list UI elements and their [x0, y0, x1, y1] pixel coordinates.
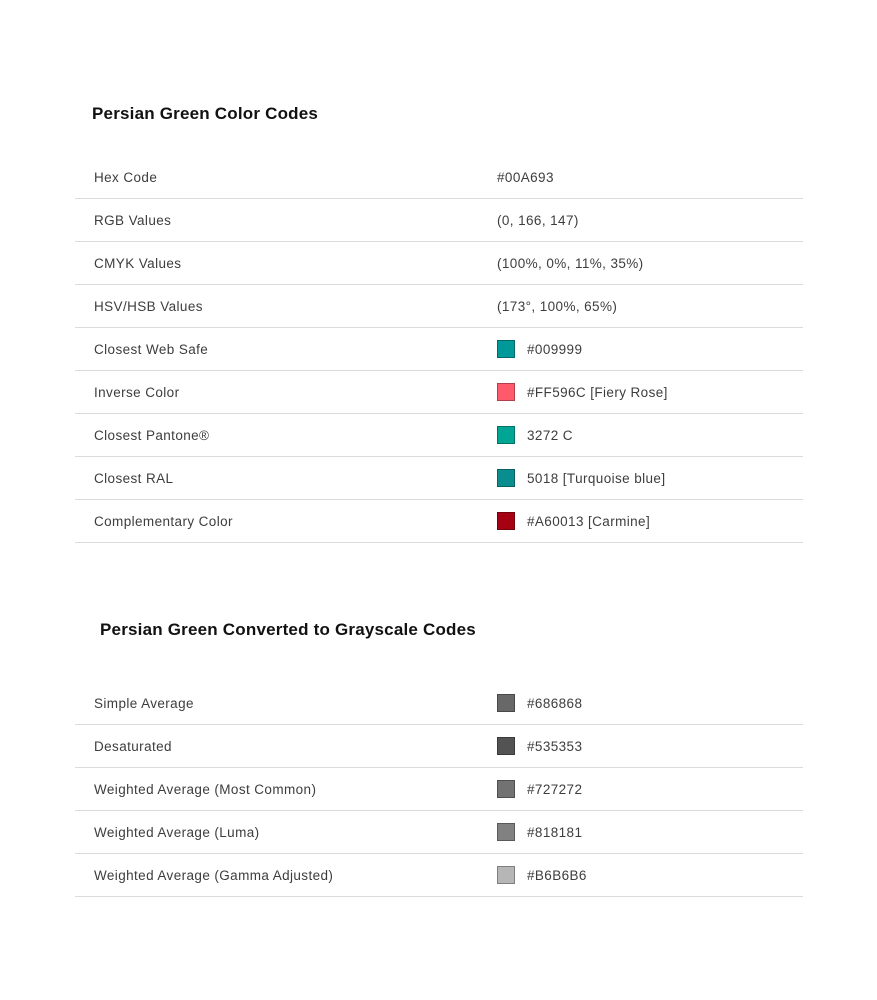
row-label: RGB Values	[94, 212, 172, 228]
color-swatch	[497, 469, 515, 487]
row-value	[497, 213, 579, 228]
color-swatch	[497, 340, 515, 358]
row-value	[497, 340, 582, 358]
row-value-text: #727272	[527, 781, 583, 797]
row-value	[497, 299, 617, 314]
row-label: HSV/HSB Values	[94, 298, 203, 314]
row-value-text: 3272 C	[527, 427, 573, 443]
row-label: Closest Web Safe	[94, 341, 209, 357]
row-value	[497, 256, 644, 271]
grayscale-codes-table	[75, 682, 803, 897]
table-row	[75, 199, 803, 242]
row-label: Closest RAL	[94, 470, 174, 486]
table-row	[75, 156, 803, 199]
color-swatch	[497, 823, 515, 841]
color-swatch	[497, 512, 515, 530]
row-label: Simple Average	[94, 695, 194, 711]
row-value-text: #535353	[527, 738, 583, 754]
content-column	[75, 0, 803, 897]
row-value-text: #B6B6B6	[527, 867, 587, 883]
row-value	[497, 426, 573, 444]
table-row	[75, 854, 803, 897]
grayscale-codes-title: Persian Green Converted to Grayscale Codes	[100, 620, 476, 639]
table-row	[75, 285, 803, 328]
row-value-text: (0, 166, 147)	[497, 212, 579, 228]
table-row	[75, 768, 803, 811]
table-row	[75, 457, 803, 500]
table-row	[75, 414, 803, 457]
row-value	[497, 469, 666, 487]
row-value-text: (100%, 0%, 11%, 35%)	[497, 255, 644, 271]
row-value	[497, 170, 554, 185]
row-value	[497, 512, 650, 530]
row-value-text: #A60013 [Carmine]	[527, 513, 651, 529]
row-value-text: #686868	[527, 695, 583, 711]
row-value	[497, 823, 582, 841]
table-row	[75, 811, 803, 854]
color-swatch	[497, 780, 515, 798]
grayscale-codes-section	[75, 543, 803, 897]
row-value	[497, 780, 582, 798]
table-row	[75, 242, 803, 285]
row-value-text: #009999	[527, 341, 583, 357]
row-label: Desaturated	[94, 738, 172, 754]
row-value-text: 5018 [Turquoise blue]	[527, 470, 666, 486]
table-row	[75, 328, 803, 371]
row-value-text: #818181	[527, 824, 583, 840]
row-value	[497, 866, 587, 884]
color-codes-title: Persian Green Color Codes	[92, 104, 319, 123]
table-row	[75, 682, 803, 725]
row-label: CMYK Values	[94, 255, 182, 271]
row-value	[497, 694, 582, 712]
row-value	[497, 383, 668, 401]
row-label: Weighted Average (Most Common)	[94, 781, 317, 797]
color-swatch	[497, 694, 515, 712]
row-label: Hex Code	[94, 169, 158, 185]
row-label: Weighted Average (Luma)	[94, 824, 260, 840]
row-label: Weighted Average (Gamma Adjusted)	[94, 867, 334, 883]
table-row	[75, 725, 803, 768]
row-value	[497, 737, 582, 755]
row-label: Inverse Color	[94, 384, 180, 400]
table-row	[75, 500, 803, 543]
color-codes-table	[75, 156, 803, 543]
row-value-text: #FF596C [Fiery Rose]	[527, 384, 668, 400]
table-row	[75, 371, 803, 414]
color-swatch	[497, 866, 515, 884]
color-swatch	[497, 426, 515, 444]
color-swatch	[497, 383, 515, 401]
row-label: Complementary Color	[94, 513, 233, 529]
row-label: Closest Pantone®	[94, 427, 210, 443]
color-codes-section	[75, 0, 803, 543]
row-value-text: (173°, 100%, 65%)	[497, 298, 618, 314]
row-value-text: #00A693	[497, 169, 554, 185]
color-swatch	[497, 737, 515, 755]
